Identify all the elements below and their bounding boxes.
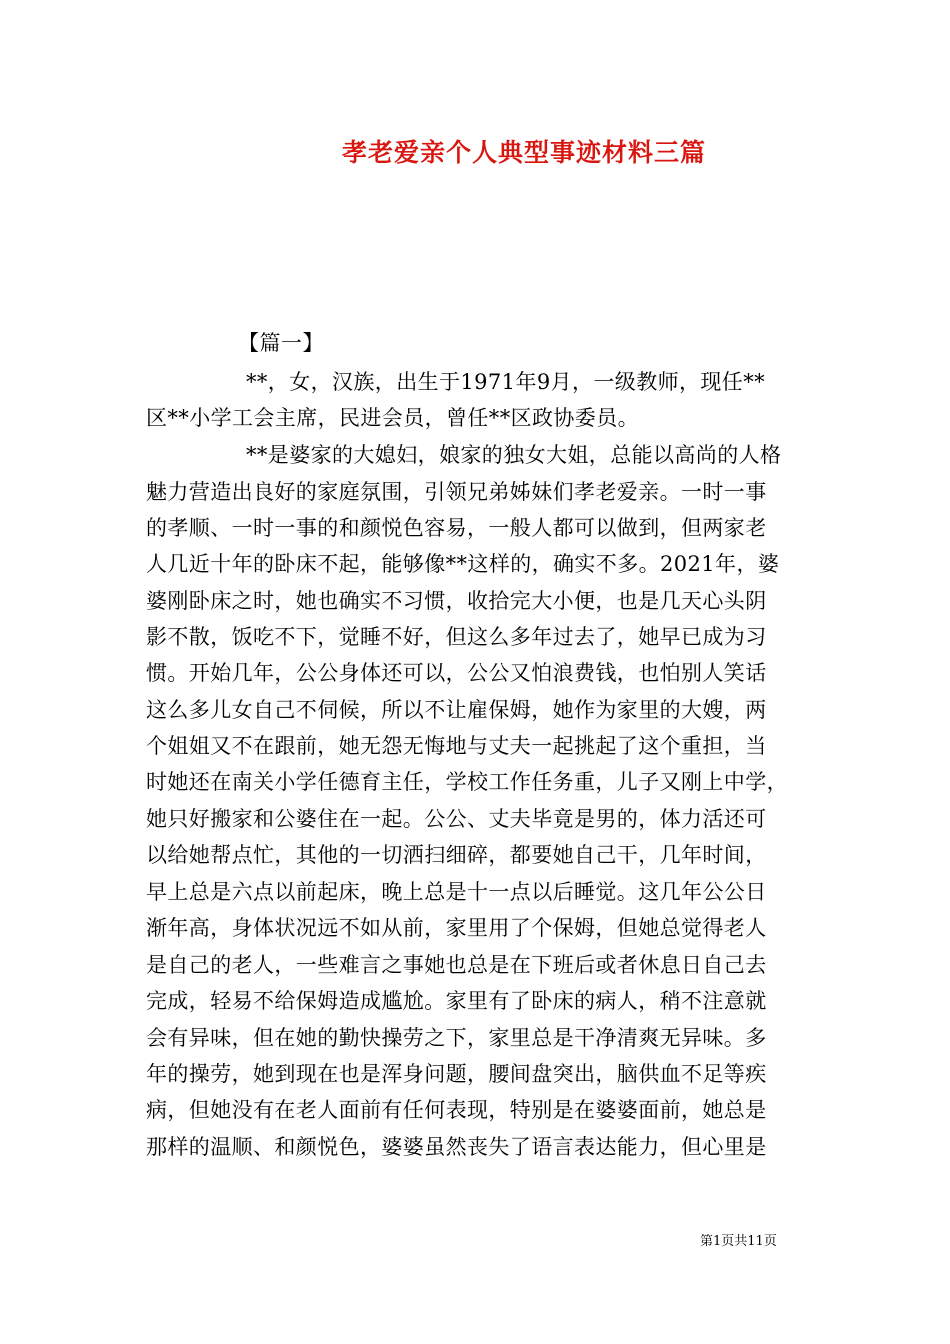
paragraph-line: 会有异味，但在她的勤快操劳之下，家里总是干净清爽无异味。多 [146,1026,767,1050]
paragraph-line: 区**小学工会主席，民进会员，曾任**区政协委员。 [146,406,639,430]
paragraph-line: 早上总是六点以前起床，晚上总是十一点以后睡觉。这几年公公日 [146,880,767,904]
paragraph-line: 人几近十年的卧床不起，能够像**这样的，确实不多。2021年，婆 [146,552,780,576]
paragraph-line: 她只好搬家和公婆住在一起。公公、丈夫毕竟是男的，体力活还可 [146,807,767,831]
paragraph-line: 影不散，饭吃不下，觉睡不好，但这么多年过去了，她早已成为习 [146,625,767,649]
paragraph-line: 是自己的老人，一些难言之事她也总是在下班后或者休息日自己去 [146,953,767,977]
paragraph-line: 的孝顺、一时一事的和颜悦色容易，一般人都可以做到，但两家老 [146,516,767,540]
paragraph-line: 年的操劳，她到现在也是浑身问题，腰间盘突出，脑供血不足等疾 [146,1062,767,1086]
paragraph-line: 完成，轻易不给保姆造成尴尬。家里有了卧床的病人，稍不注意就 [146,989,767,1013]
page-number: 第1页共11页 [700,1234,777,1249]
paragraph-line: 渐年高，身体状况远不如从前，家里用了个保姆，但她总觉得老人 [146,916,767,940]
paragraph-line: 那样的温顺、和颜悦色，婆婆虽然丧失了语言表达能力，但心里是 [146,1135,767,1159]
paragraph-line: **，女，汉族，出生于1971年9月，一级教师，现任** [246,370,766,394]
paragraph-line: 时她还在南关小学任德育主任，学校工作任务重，儿子又刚上中学， [146,770,788,794]
document-title: 孝老爱亲个人典型事迹材料三篇 [341,138,706,167]
paragraph-line: 婆刚卧床之时，她也确实不习惯，收拾完大小便，也是几天心头阴 [146,589,767,613]
paragraph-line: 病，但她没有在老人面前有任何表现，特别是在婆婆面前，她总是 [146,1098,767,1122]
paragraph-line: 这么多儿女自己不伺候，所以不让雇保姆，她作为家里的大嫂，两 [146,698,767,722]
paragraph-line: **是婆家的大媳妇，娘家的独女大姐，总能以高尚的人格 [246,443,782,467]
paragraph-line: 个姐姐又不在跟前，她无怨无悔地与丈夫一起挑起了这个重担，当 [146,734,767,758]
section-heading: 【篇一】 [238,331,324,355]
paragraph-line: 以给她帮点忙，其他的一切洒扫细碎，都要她自己干，几年时间， [146,843,767,867]
paragraph-line: 惯。开始几年，公公身体还可以，公公又怕浪费钱，也怕别人笑话 [146,661,767,685]
paragraph-line: 魅力营造出良好的家庭氛围，引领兄弟姊妹们孝老爱亲。一时一事 [146,480,767,504]
